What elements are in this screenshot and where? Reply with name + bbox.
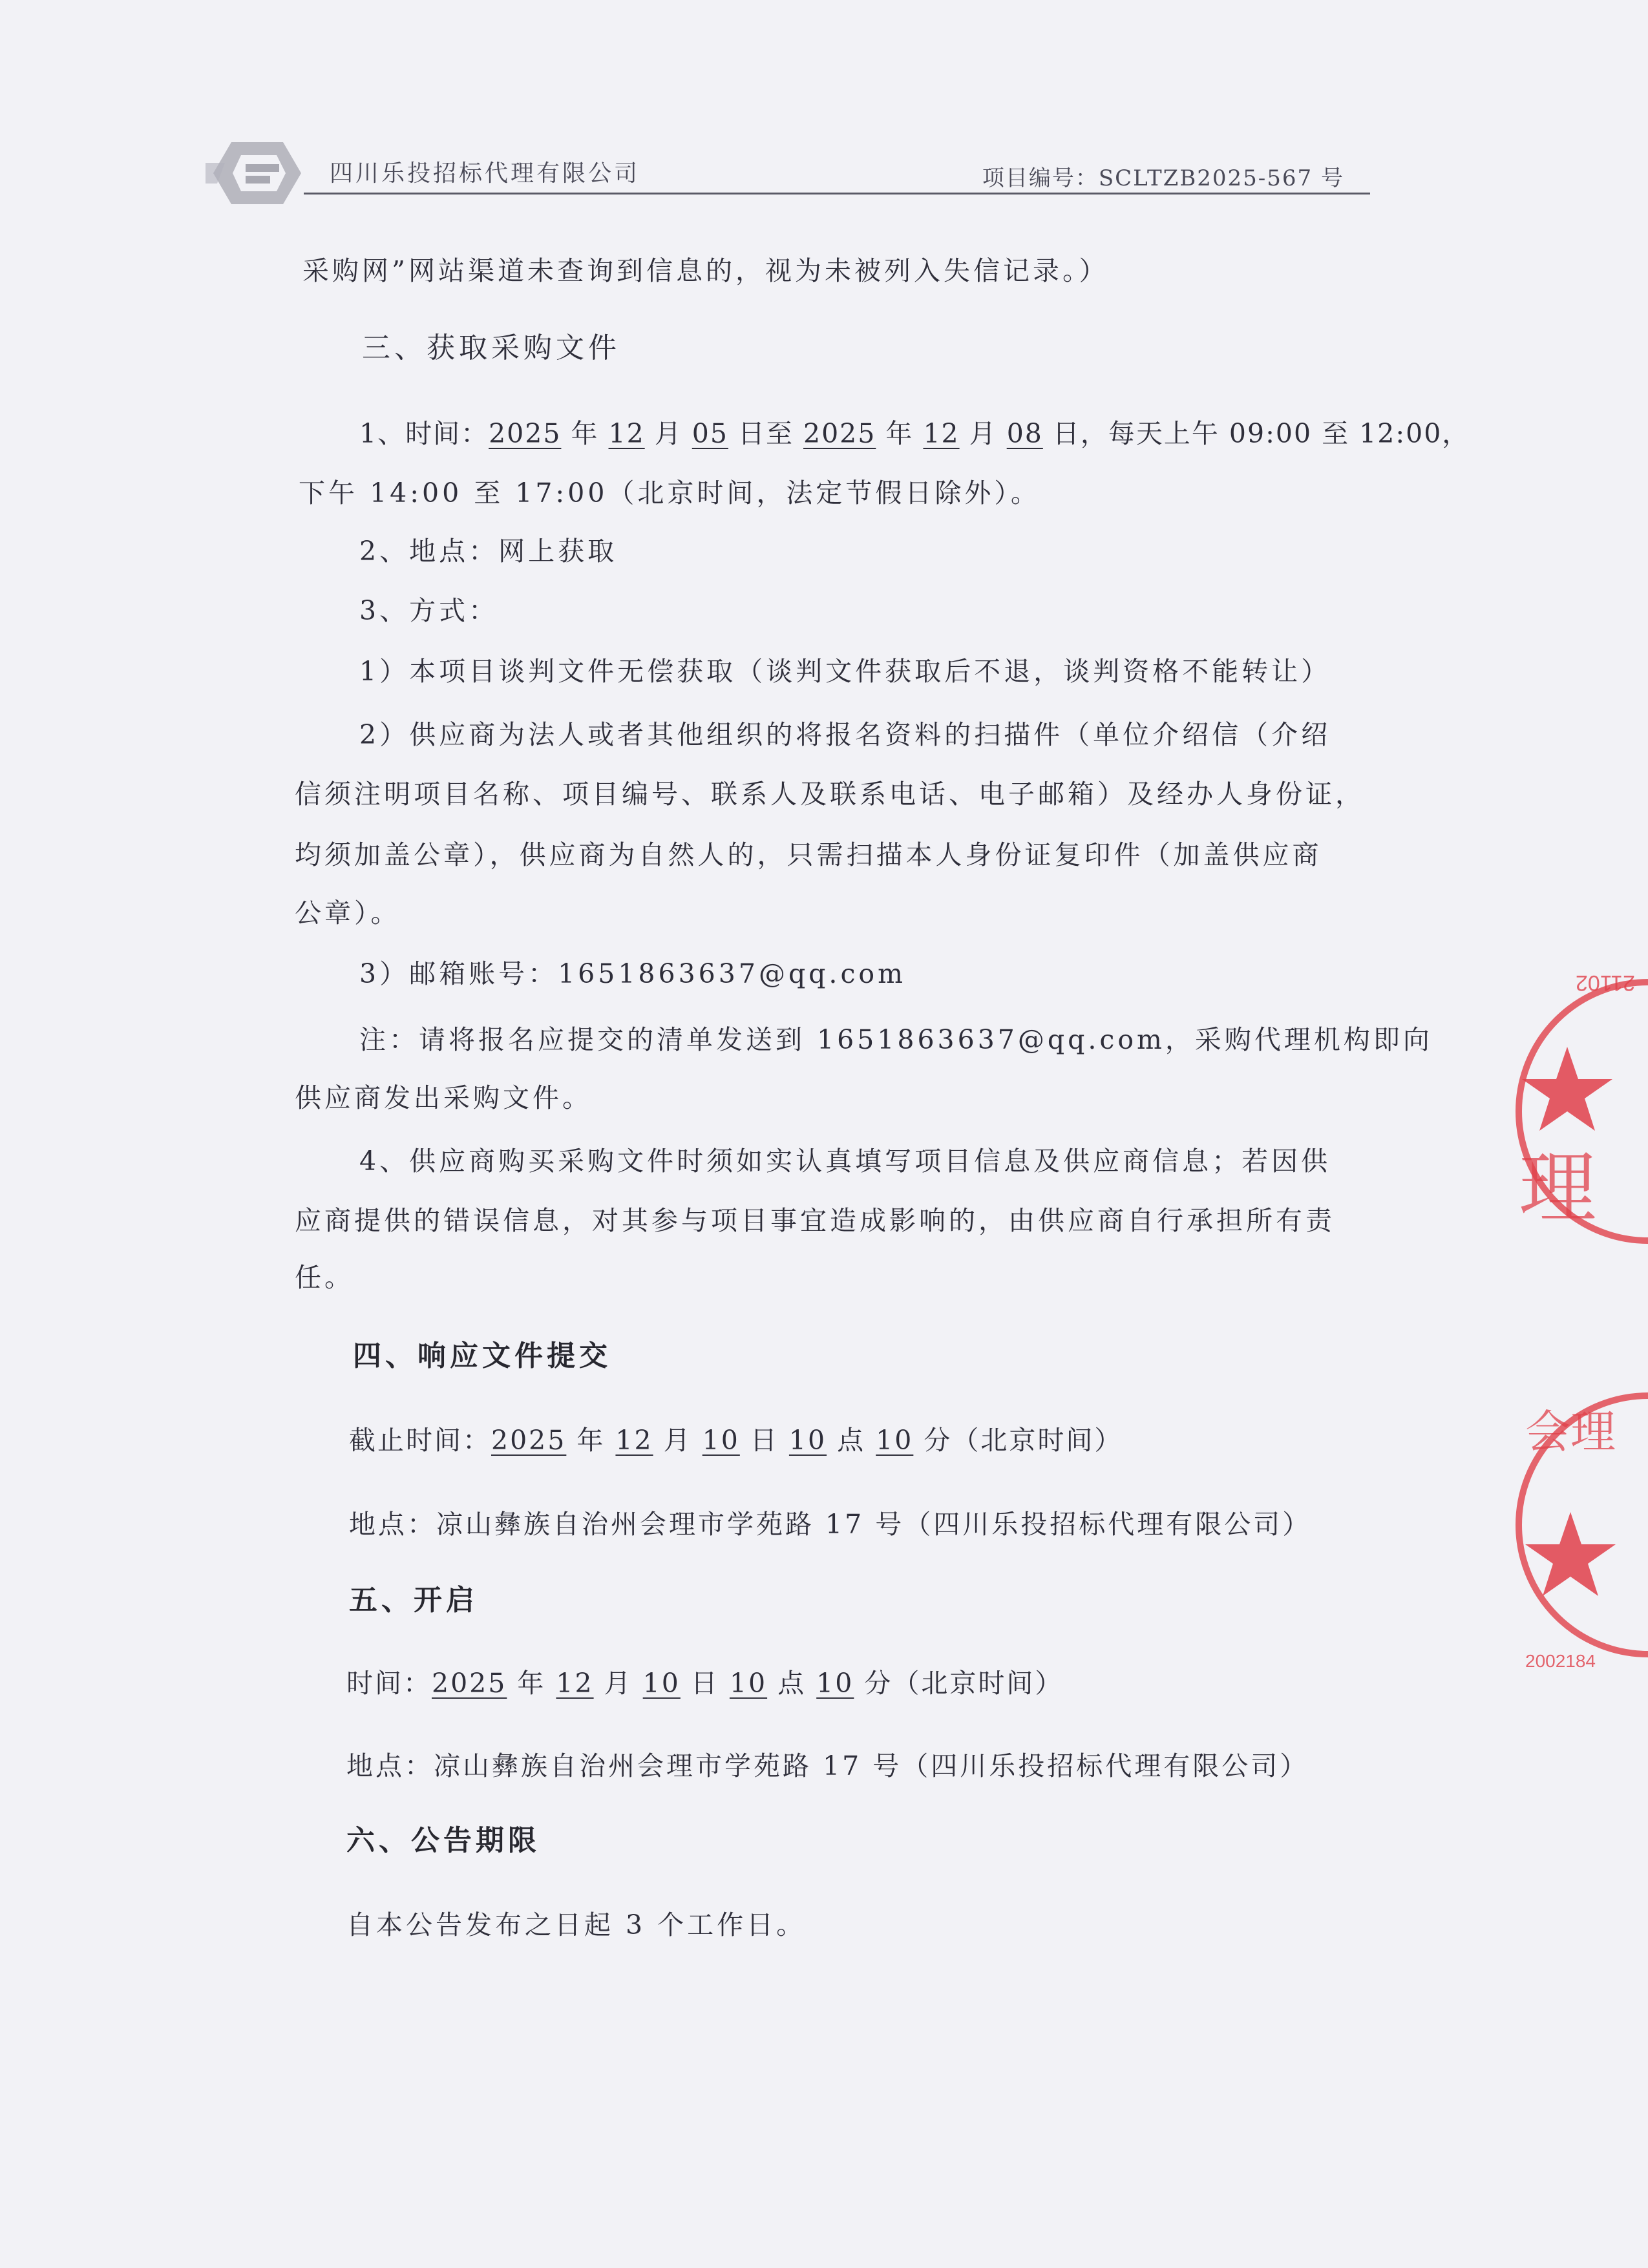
s5-time: 时间：2025 年 12 月 10 日 10 点 10 分（北京时间）: [346, 1668, 1064, 1699]
s3-item-4-line-2: 应商提供的错误信息，对其参与项目事宜造成影响的，由供应商自行承担所有责: [295, 1205, 1335, 1236]
s3-note-line-2: 供应商发出采购文件。: [295, 1082, 592, 1113]
s3-place: 2、地点：网上获取: [359, 536, 618, 567]
official-seal-icon: [1506, 1363, 1648, 1686]
s4-deadline: 截止时间：2025 年 12 月 10 日 10 点 10 分（北京时间）: [349, 1425, 1123, 1456]
s3-method: 3、方式：: [359, 595, 499, 626]
s3-method-2-line-1: 2）供应商为法人或者其他组织的将报名资料的扫描件（单位介绍信（介绍: [359, 719, 1331, 750]
s3-item-4-line-3: 任。: [295, 1262, 354, 1293]
header-divider: [304, 193, 1370, 194]
section-4-title: 四、响应文件提交: [353, 1339, 611, 1372]
company-name: 四川乐投招标代理有限公司: [330, 160, 640, 187]
s3-method-2-line-3: 均须加盖公章），供应商为自然人的，只需扫描本人身份证复印件（加盖供应商: [295, 839, 1322, 870]
s3-method-3: 3）邮箱账号：1651863637@qq.com: [359, 958, 906, 989]
section-3-title: 三、获取采购文件: [362, 331, 620, 364]
s5-place: 地点：凉山彝族自治州会理市学苑路 17 号（四川乐投招标代理有限公司）: [346, 1750, 1309, 1781]
s3-method-1: 1）本项目谈判文件无偿获取（谈判文件获取后不退，谈判资格不能转让）: [359, 656, 1331, 687]
s3-time-cont: 下午 14:00 至 17:00（北京时间，法定节假日除外）。: [299, 478, 1041, 509]
s3-method-2-line-4: 公章）。: [295, 898, 401, 929]
official-seal-icon: [1506, 943, 1648, 1279]
s3-item-4-line-1: 4、供应商购买采购文件时须如实认真填写项目信息及供应商信息；若因供: [359, 1146, 1331, 1177]
s4-place: 地点：凉山彝族自治州会理市学苑路 17 号（四川乐投招标代理有限公司）: [349, 1509, 1312, 1540]
stamp-bottom-chars: 会理: [1525, 1405, 1616, 1458]
s3-time-line: 1、时间：2025 年 12 月 05 日至 2025 年 12 月 08 日，每天上午 09:00 至 12:00，: [359, 418, 1470, 449]
stamp-bottom-fragment: 2002184: [1525, 1651, 1596, 1671]
continued-line: 采购网”网站渠道未查询到信息的，视为未被列入失信记录。）: [302, 255, 1109, 286]
s3-method-2-line-2: 信须注明项目名称、项目编号、联系人及联系电话、电子邮箱）及经办人身份证，: [295, 779, 1365, 810]
s6-text: 自本公告发布之日起 3 个工作日。: [346, 1909, 807, 1940]
stamp-top-fragment: 21102: [1575, 971, 1635, 995]
project-number: 项目编号：SCLTZB2025-567 号: [982, 165, 1344, 191]
section-6-title: 六、公告期限: [346, 1824, 540, 1857]
company-logo-icon: [206, 137, 302, 209]
section-5-title: 五、开启: [349, 1584, 478, 1617]
stamp-top-chars: 理: [1519, 1144, 1596, 1234]
s3-note-line-1: 注：请将报名应提交的清单发送到 1651863637@qq.com，采购代理机构即向: [359, 1024, 1433, 1055]
